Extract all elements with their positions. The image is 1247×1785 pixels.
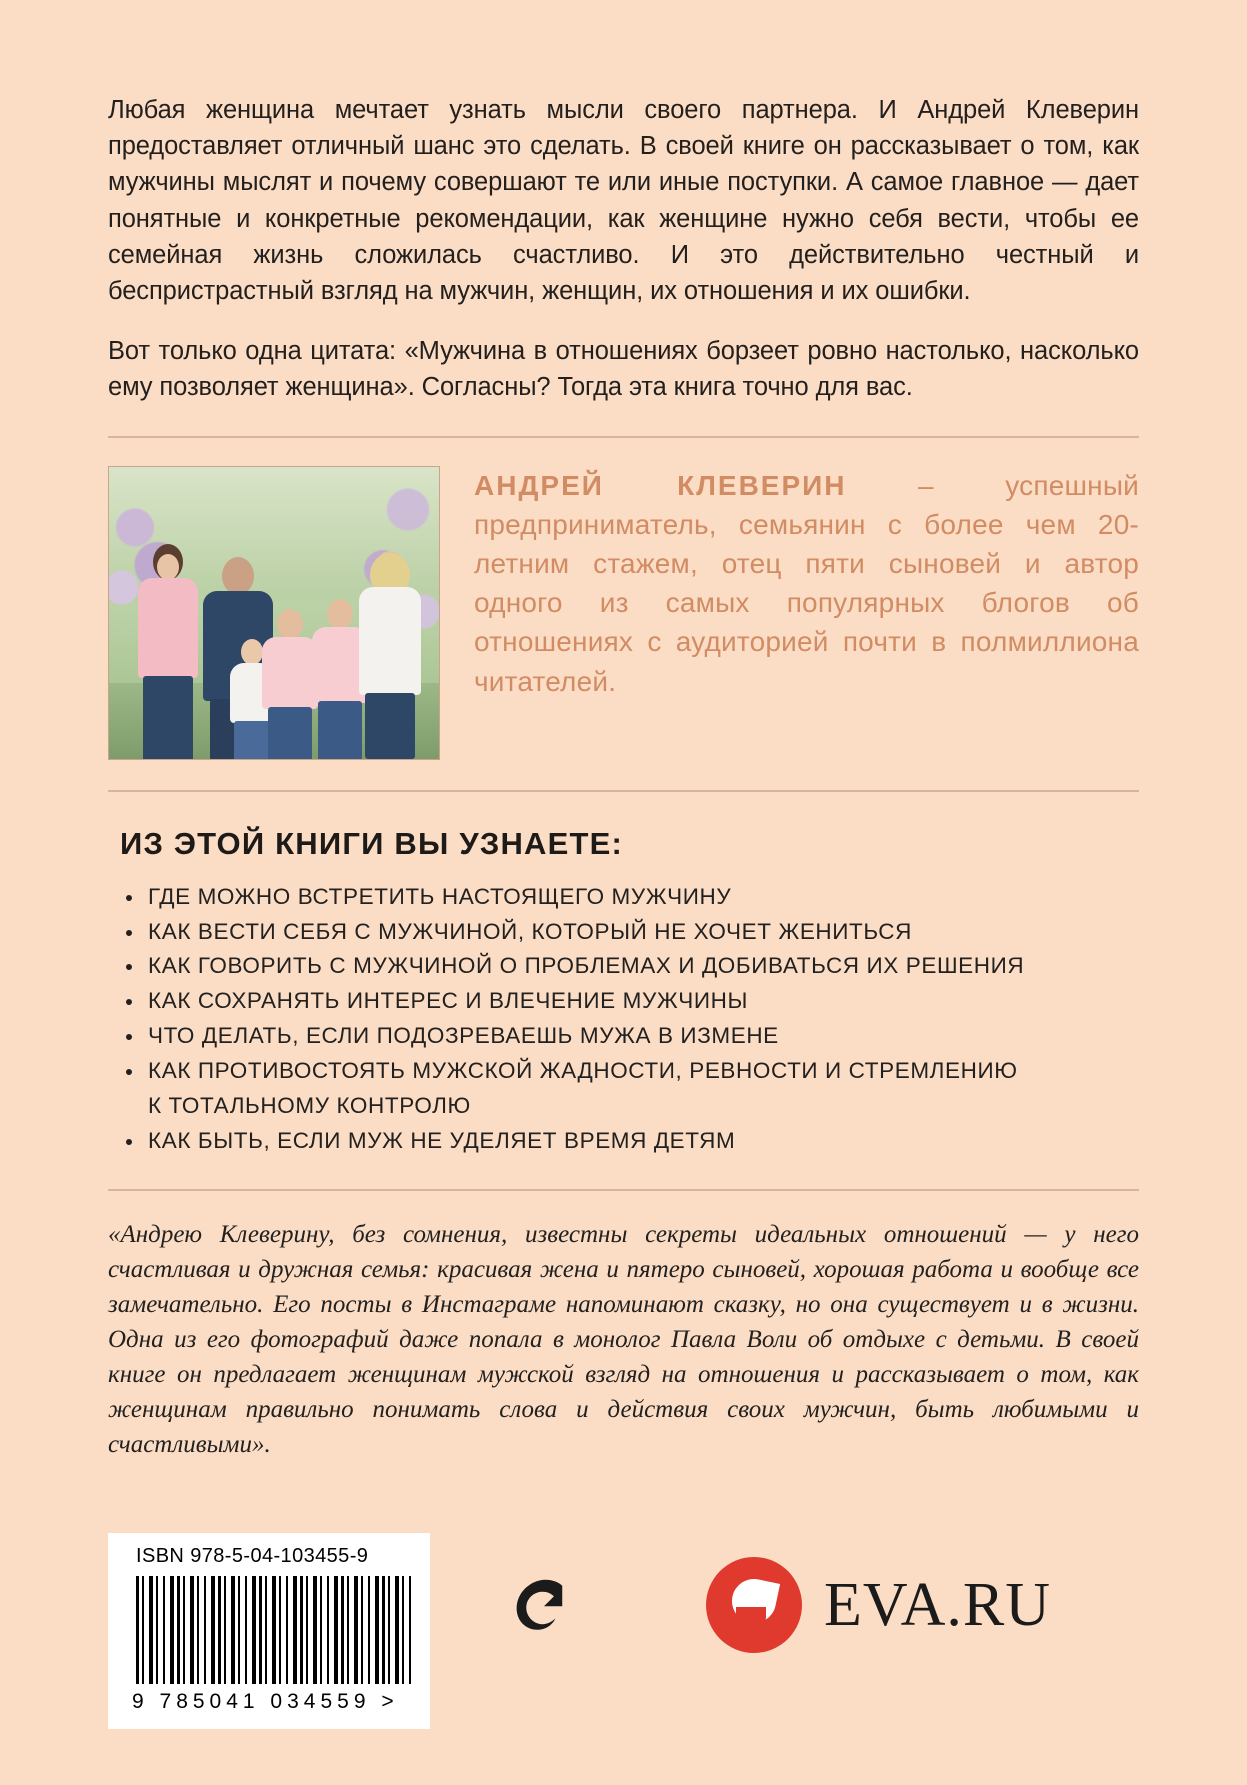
- person-head: [222, 557, 254, 595]
- list-item-continuation: К ТОТАЛЬНОМУ КОНТРОЛЮ: [148, 1092, 471, 1118]
- photo-person-1: [135, 544, 201, 759]
- photo-person-5: [355, 547, 425, 759]
- author-name: АНДРЕЙ КЛЕВЕРИН: [474, 469, 847, 501]
- list-item: КАК ВЕСТИ СЕБЯ С МУЖЧИНОЙ, КОТОРЫЙ НЕ ХОЧЕТ ЖЕНИТЬСЯ: [120, 915, 1139, 950]
- list-item: КАК ПРОТИВОСТОЯТЬ МУЖСКОЙ ЖАДНОСТИ, РЕВНОСТИ И СТРЕМЛЕНИЮ: [120, 1054, 1139, 1089]
- author-bio-text: – успешный предприниматель, семьянин с более чем 20-летним стажем, отец пяти сыновей и автор одного из самых популярных блогов об отношениях с аудиторией почти в полмиллиона читателей.: [474, 469, 1139, 697]
- list-item: КАК СОХРАНЯТЬ ИНТЕРЕС И ВЛЕЧЕНИЕ МУЖЧИНЫ: [120, 984, 1139, 1019]
- person-torso: [138, 578, 198, 678]
- intro-section: [108, 0, 1139, 406]
- person-head: [153, 544, 183, 580]
- barcode-digits: 9 785041 034559 >: [132, 1690, 399, 1713]
- divider-bottom: [108, 1189, 1139, 1191]
- eva-ru-logo: [706, 1557, 1051, 1653]
- person-legs: [365, 693, 415, 759]
- person-legs: [268, 707, 312, 760]
- person-head: [277, 609, 303, 639]
- list-item: КАК ГОВОРИТЬ С МУЖЧИНОЙ О ПРОБЛЕМАХ И ДОБИВАТЬСЯ ИХ РЕШЕНИЯ: [120, 949, 1139, 984]
- author-section: [108, 466, 1139, 760]
- list-item: ГДЕ МОЖНО ВСТРЕТИТЬ НАСТОЯЩЕГО МУЖЧИНУ: [120, 880, 1139, 915]
- list-item: ЧТО ДЕЛАТЬ, ЕСЛИ ПОДОЗРЕВАЕШЬ МУЖА В ИЗМЕНЕ: [120, 1019, 1139, 1054]
- intro-paragraph-2: Вот только одна цитата: «Мужчина в отношениях борзеет ровно настолько, насколько ему позволяет женщина». Согласны? Тогда эта книга точно для вас.: [108, 337, 1139, 402]
- eksmo-logo-icon: [506, 1569, 582, 1645]
- learn-section-title: ИЗ ЭТОЙ КНИГИ ВЫ УЗНАЕТЕ:: [120, 825, 624, 861]
- review-quote: «Андрею Клеверину, без сомнения, известны секреты идеальных отношений — у него счастливая и дружная семья: красивая жена и пятеро сыновей, хорошая работа и вообще все замечательно. Его посты в Инстаграме напоминают сказку, но она существует и в жизни. Одна из его фотографий даже попала в монолог Павла Воли об отдыхе с детьми. В своей книге он предлагает женщинам мужской взгляд на отношения и рассказывает о том, как женщинам правильно понимать слова и действия своих мужчин, быть любимыми и счастливыми».: [108, 1220, 1139, 1458]
- author-bio: [474, 466, 1139, 701]
- eva-leaf-icon: [706, 1557, 802, 1653]
- list-item: КАК БЫТЬ, ЕСЛИ МУЖ НЕ УДЕЛЯЕТ ВРЕМЯ ДЕТЯМ: [120, 1124, 1139, 1159]
- divider-middle: [108, 790, 1139, 792]
- person-head: [375, 551, 405, 587]
- footer-section: [108, 1533, 1139, 1729]
- barcode-icon: [136, 1576, 414, 1684]
- learn-list: [108, 880, 1139, 1159]
- isbn-label: ISBN 978-5-04-103455-9: [136, 1545, 369, 1567]
- divider-top: [108, 436, 1139, 438]
- person-head: [327, 599, 353, 629]
- person-legs: [143, 676, 193, 760]
- barcode-block: [108, 1533, 430, 1729]
- author-family-photo: [108, 466, 440, 760]
- intro-paragraph-1: Любая женщина мечтает узнать мысли своего партнера. И Андрей Клеверин предоставляет отличный шанс это сделать. В своей книге он рассказывает о том, как мужчины мыслят и почему совершают те или иные поступки. А самое главное — дает понятные и конкретные рекомендации, как женщине нужно себя вести, чтобы ее семейная жизнь сложилась счастливо. И это действительно честный и беспристрастный взгляд на мужчин, женщин, их отношения и их ошибки.: [108, 96, 1139, 306]
- eva-ru-label: EVA.RU: [824, 1570, 1052, 1639]
- person-torso: [359, 587, 421, 695]
